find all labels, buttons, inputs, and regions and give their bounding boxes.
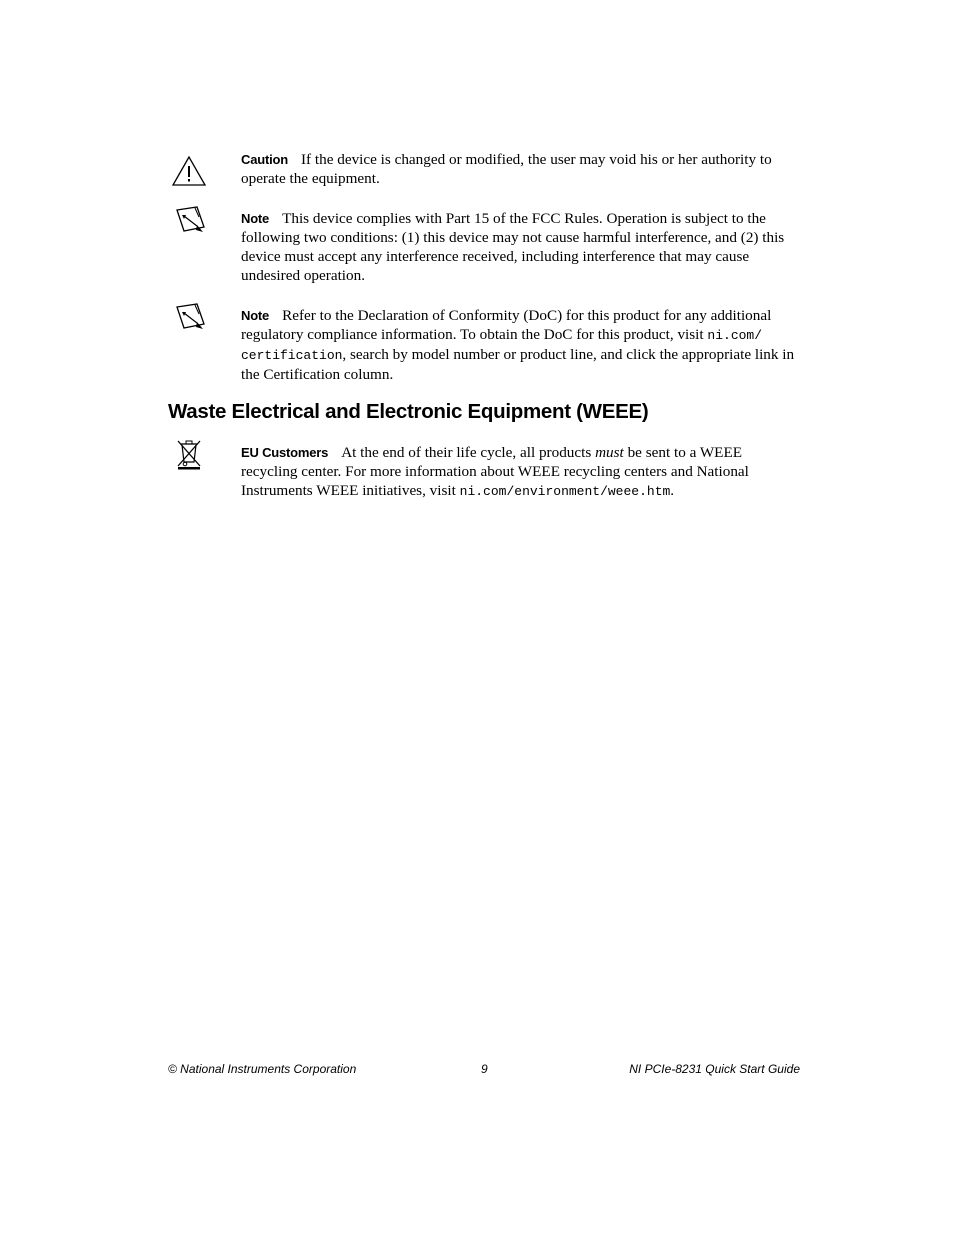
weee-emphasis: must <box>595 444 624 461</box>
fcc-note-text <box>241 209 801 285</box>
weee-heading: Waste Electrical and Electronic Equipment (WEEE) <box>168 400 649 423</box>
note-label: Note <box>241 211 270 226</box>
footer-left: © National Instruments Corporation <box>168 1062 357 1076</box>
caution-label: Caution <box>241 152 288 167</box>
eu-customers-label: EU Customers <box>241 445 329 460</box>
doc-note-body-end: , search by model number or product line, and click the appropriate link in the Certification column. <box>241 346 795 383</box>
weee-body-end: . <box>670 482 675 499</box>
note-label: Note <box>241 308 270 323</box>
caution-body: If the device is changed or modified, the user may void his or her authority to operate the equipment. <box>241 151 772 187</box>
weee-body-middle: be sent to a WEEE recycling center. For more information about WEEE recycling centers and National Instruments WEEE initiatives, visit <box>241 444 749 499</box>
weee-body-start: At the end of their life cycle, all products <box>341 444 596 461</box>
caution-text <box>241 150 801 188</box>
footer-right: NI PCIe-8231 Quick Start Guide <box>629 1062 800 1076</box>
page-number: 9 <box>481 1062 488 1076</box>
note-icon <box>170 300 210 336</box>
fcc-note-body: This device complies with Part 15 of the FCC Rules. Operation is subject to the following two conditions: (1) this device may not cause harmful interference, and (2) this device must accept any interference received, including interference that may cause undesired operation. <box>241 210 785 284</box>
doc-note-text <box>241 306 801 384</box>
weee-link[interactable]: ni.com/environment/weee.htm <box>459 484 671 499</box>
weee-crossed-bin-icon <box>170 435 210 471</box>
weee-text <box>241 443 801 501</box>
caution-icon <box>170 154 210 190</box>
doc-note-body-start: Refer to the Declaration of Conformity (DoC) for this product for any additional regulatory compliance information. To obtain the DoC for this product, visit <box>241 307 772 343</box>
note-icon <box>170 203 210 239</box>
certification-link[interactable]: ni.com/ certification <box>241 328 763 363</box>
